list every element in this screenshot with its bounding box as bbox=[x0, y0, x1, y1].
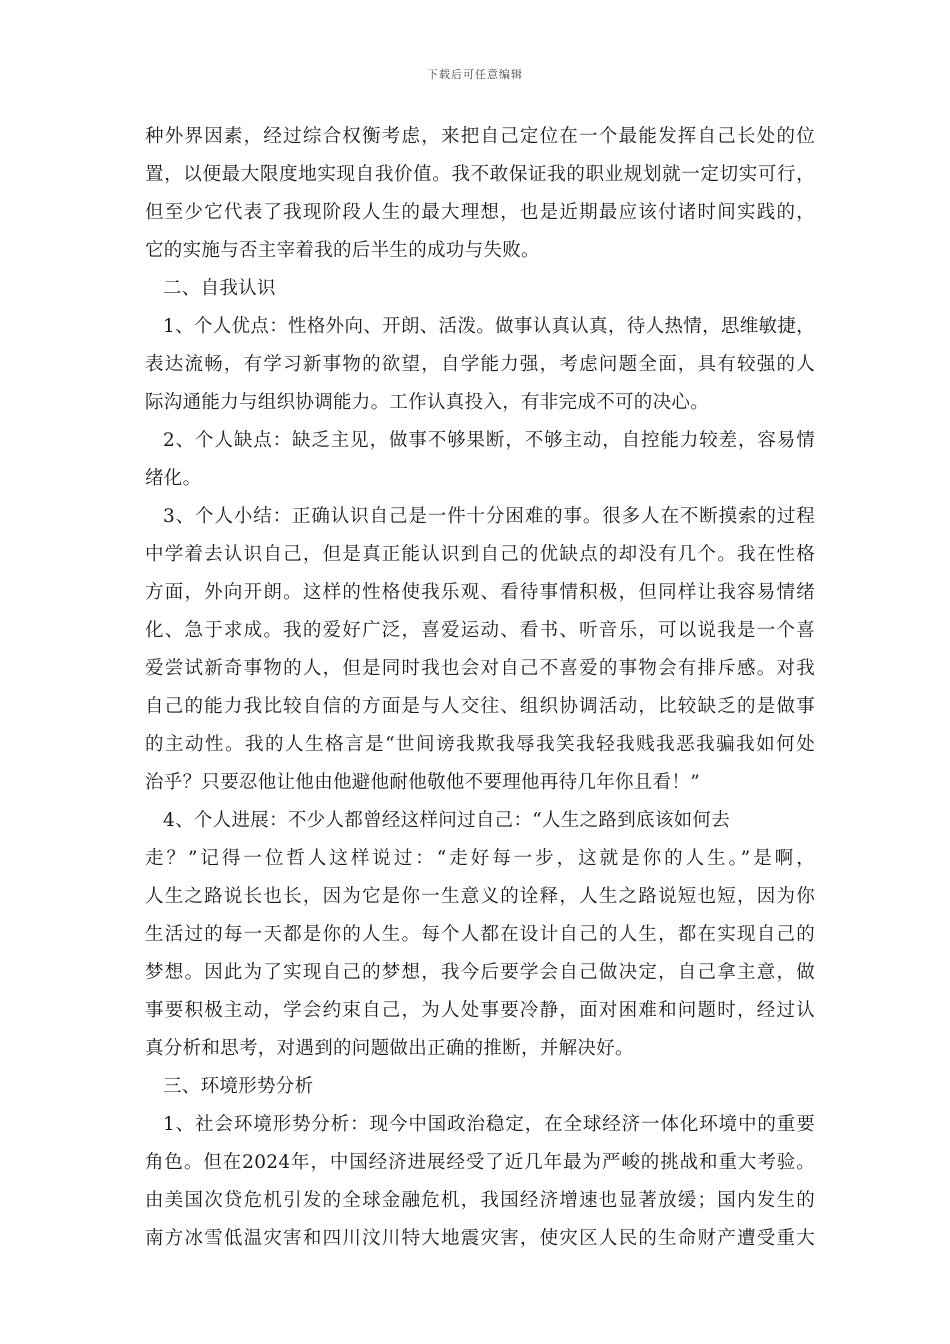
text-line: 走？”记得一位哲人这样说过：“走好每一步，这就是你的人生。”是啊， bbox=[145, 848, 815, 869]
page-header-note: 下载后可任意编辑 bbox=[427, 68, 523, 81]
text-line: 绪化。 bbox=[145, 468, 202, 489]
text-line: 际沟通能力与组织协调能力。工作认真投入，有非完成不可的决心。 bbox=[145, 392, 710, 413]
text-line: 3、个人小结：正确认识自己是一件十分困难的事。很多人在不断摸索的过程 bbox=[163, 506, 815, 527]
text-line: 它的实施与否主宰着我的后半生的成功与失败。 bbox=[145, 240, 540, 261]
text-line: 方面，外向开朗。这样的性格使我乐观、看待事情积极，但同样让我容易情绪 bbox=[145, 582, 815, 603]
text-line: 爱尝试新奇事物的人，但是同时我也会对自己不喜爱的事物会有排斥感。对我 bbox=[145, 658, 815, 679]
text-line: 2、个人缺点：缺乏主见，做事不够果断，不够主动，自控能力较差，容易情 bbox=[163, 430, 815, 451]
text-line: 1、个人优点：性格外向、开朗、活泼。做事认真认真，待人热情，思维敏捷， bbox=[163, 316, 815, 337]
section-heading: 三、环境形势分析 bbox=[163, 1076, 314, 1097]
section-heading: 二、自我认识 bbox=[163, 278, 276, 299]
text-line: 由美国次贷危机引发的全球金融危机，我国经济增速也显著放缓；国内发生的 bbox=[145, 1190, 815, 1211]
text-line: 治乎？只要忍他让他由他避他耐他敬他不要理他再待几年你且看！” bbox=[145, 772, 700, 793]
text-line: 但至少它代表了我现阶段人生的最大理想，也是近期最应该付诸时间实践的， bbox=[145, 202, 815, 223]
text-line: 4、个人进展：不少人都曾经这样问过自己：“人生之路到底该如何去 bbox=[163, 810, 731, 831]
text-line: 事要积极主动，学会约束自己，为人处事要冷静，面对困难和问题时，经过认 bbox=[145, 1000, 815, 1021]
text-line: 的主动性。我的人生格言是“世间谤我欺我辱我笑我轻我贱我恶我骗我如何处 bbox=[145, 734, 815, 755]
text-line: 自己的能力我比较自信的方面是与人交往、组织协调活动，比较缺乏的是做事 bbox=[145, 696, 815, 717]
text-line: 人生之路说长也长，因为它是你一生意义的诠释，人生之路说短也短，因为你 bbox=[145, 886, 815, 907]
document-body bbox=[145, 118, 815, 1258]
text-line: 梦想。因此为了实现自己的梦想，我今后要学会自己做决定，自己拿主意，做 bbox=[145, 962, 815, 983]
text-line: 真分析和思考，对遇到的问题做出正确的推断，并解决好。 bbox=[145, 1038, 634, 1059]
text-line: 化、急于求成。我的爱好广泛，喜爱运动、看书、听音乐，可以说我是一个喜 bbox=[145, 620, 815, 641]
text-line: 生活过的每一天都是你的人生。每个人都在设计自己的人生，都在实现自己的 bbox=[145, 924, 815, 945]
text-line: 1、社会环境形势分析：现今中国政治稳定，在全球经济一体化环境中的重要 bbox=[163, 1114, 815, 1135]
text-line: 表达流畅，有学习新事物的欲望，自学能力强，考虑问题全面，具有较强的人 bbox=[145, 354, 815, 375]
text-line: 角色。但在2024年，中国经济进展经受了近几年最为严峻的挑战和重大考验。 bbox=[145, 1152, 815, 1173]
text-line: 种外界因素，经过综合权衡考虑，来把自己定位在一个最能发挥自己长处的位 bbox=[145, 126, 815, 147]
text-line: 置，以便最大限度地实现自我价值。我不敢保证我的职业规划就一定切实可行， bbox=[145, 164, 815, 185]
text-line: 中学着去认识自己，但是真正能认识到自己的优缺点的却没有几个。我在性格 bbox=[145, 544, 815, 565]
text-line: 南方冰雪低温灾害和四川汶川特大地震灾害，使灾区人民的生命财产遭受重大 bbox=[145, 1228, 815, 1249]
